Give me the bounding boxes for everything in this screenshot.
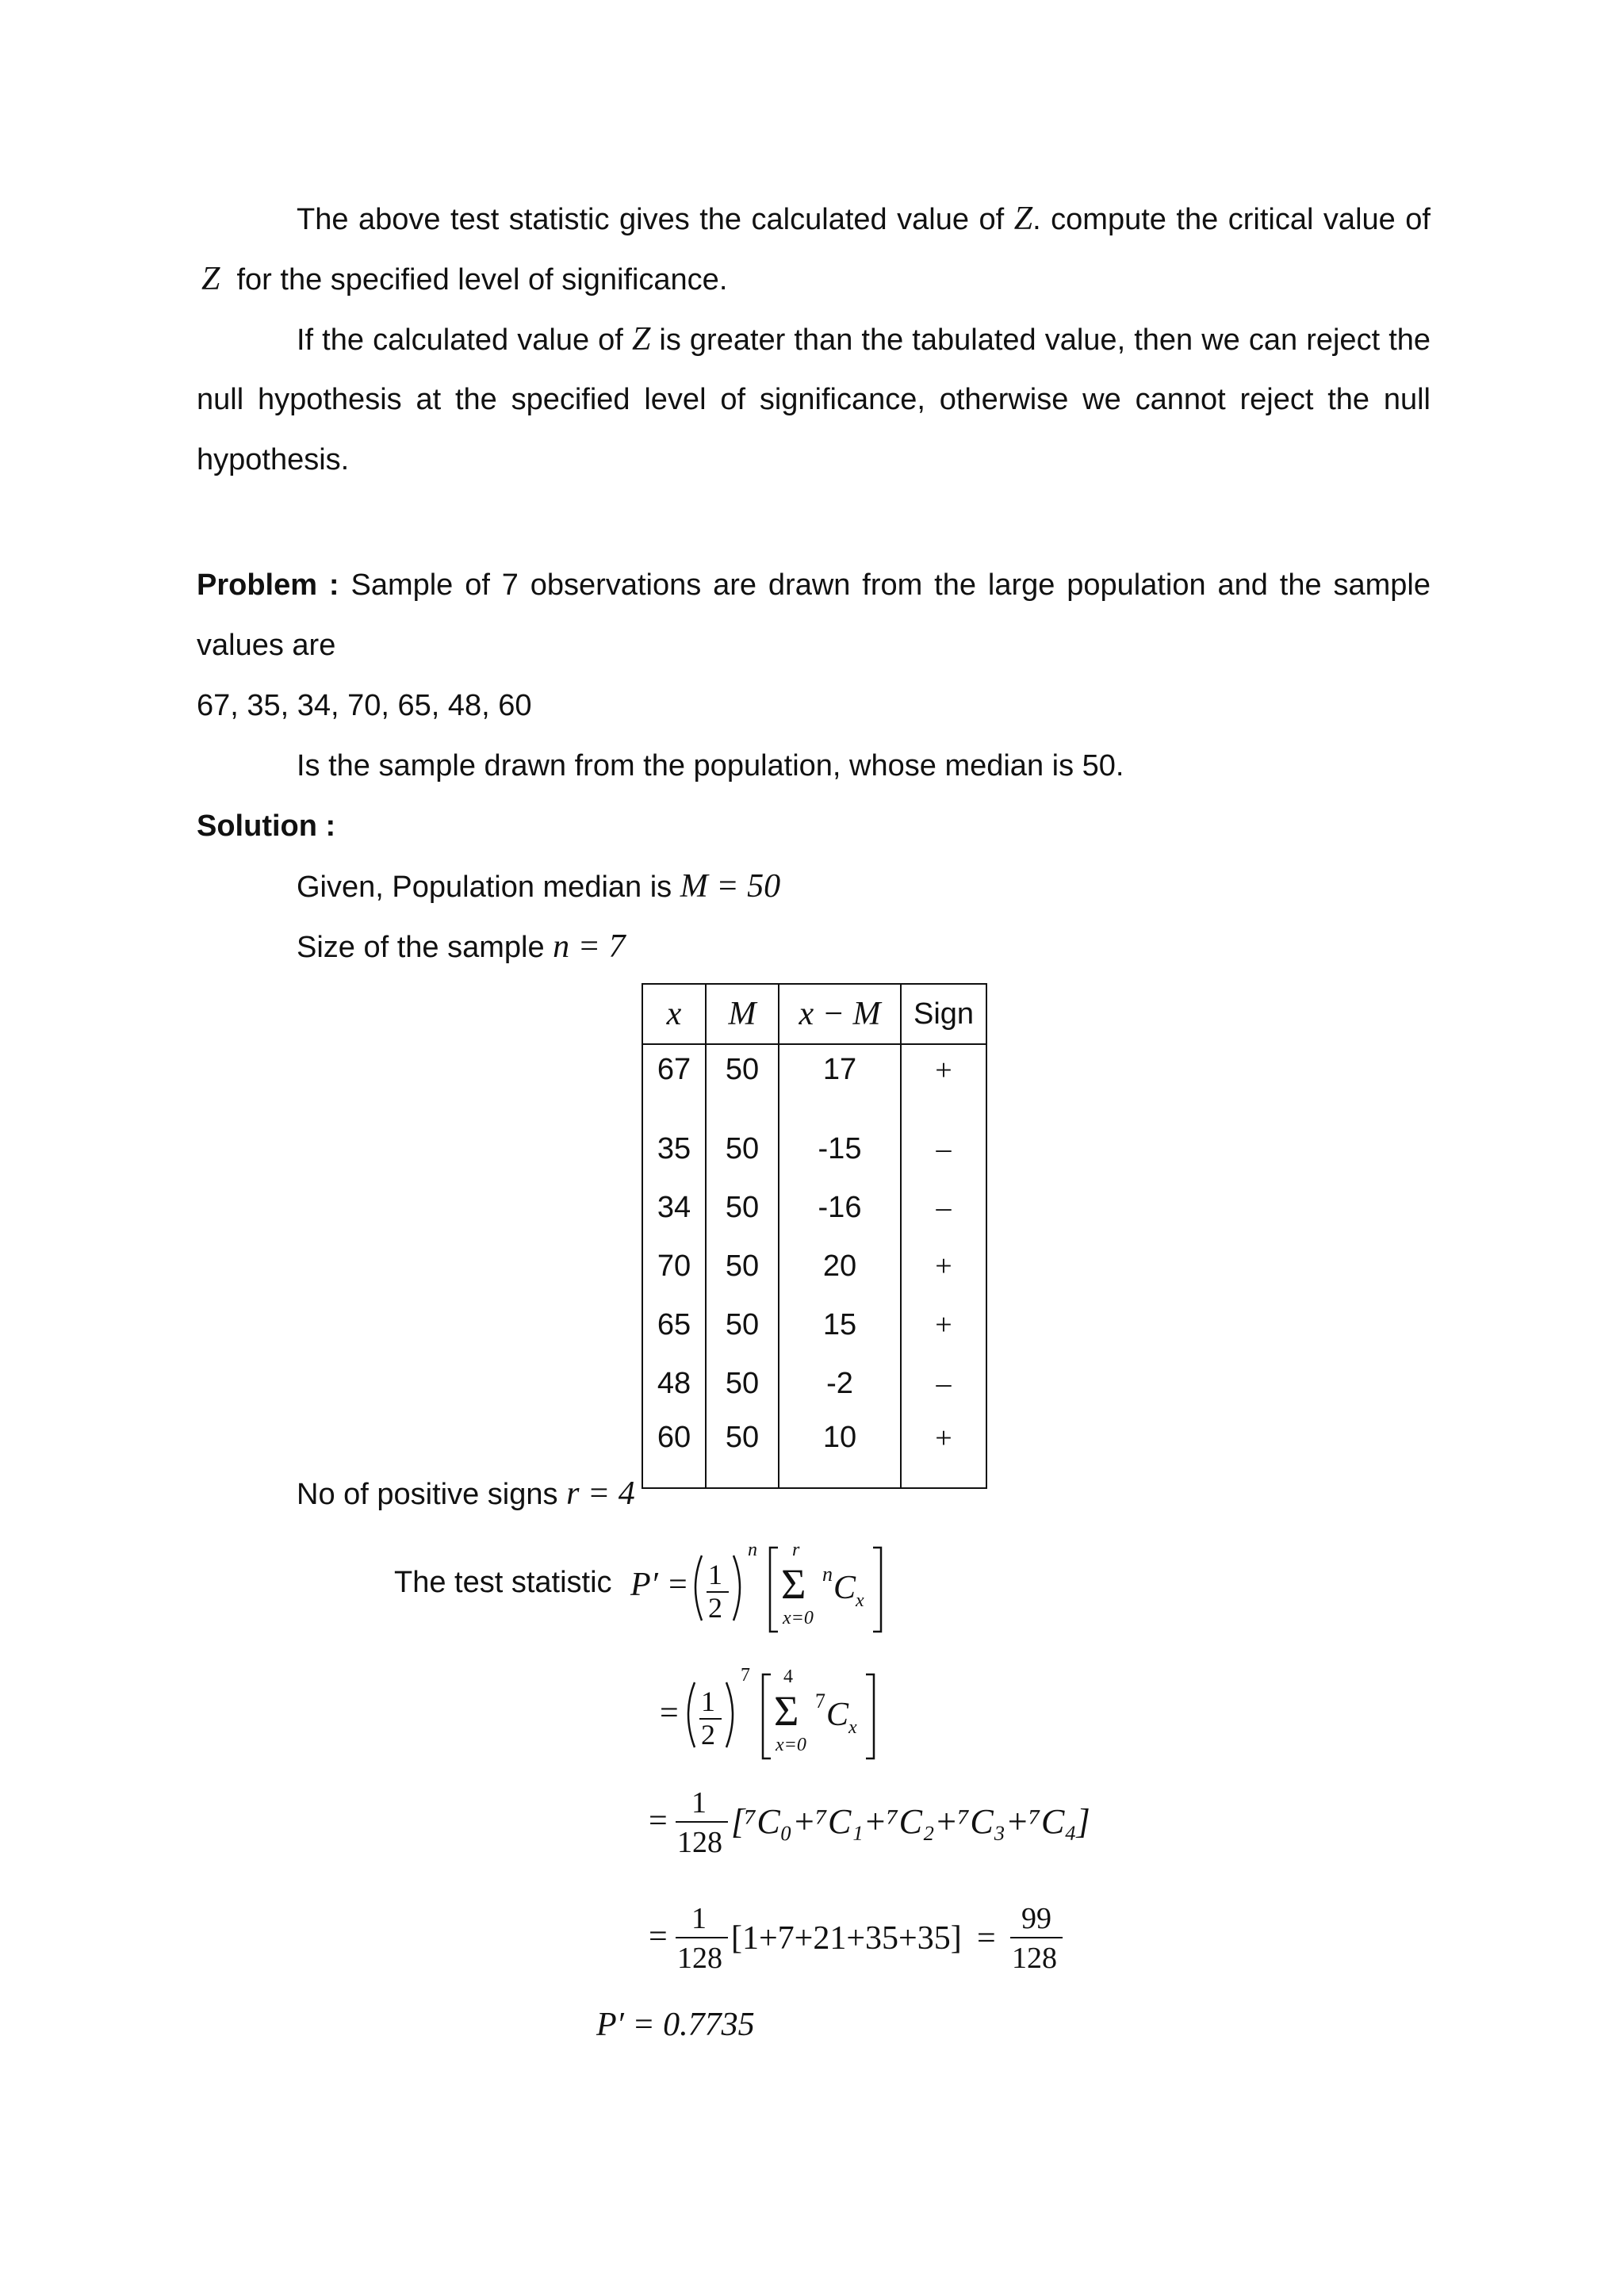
math-given: M = 50	[680, 868, 781, 905]
table-row: 34 50 -16 –	[642, 1178, 986, 1237]
sum-values: [1+7+21+35+35]	[731, 1920, 962, 1957]
final-result: P′ = 0.7735	[596, 2007, 755, 2043]
svg-text:=: =	[660, 1695, 679, 1732]
svg-text:x: x	[848, 1717, 857, 1738]
svg-text:=: =	[977, 1920, 996, 1957]
svg-text:P′ =: P′ =	[630, 1567, 689, 1603]
svg-text:1: 1	[708, 1559, 722, 1590]
table-row: 48 50 -2 –	[642, 1354, 986, 1413]
svg-text:2: 2	[701, 1719, 715, 1751]
svg-text:x=0: x=0	[776, 1735, 806, 1755]
svg-text:1: 1	[691, 1902, 707, 1935]
math-z: Z	[631, 321, 651, 358]
header-x: x	[642, 984, 706, 1044]
result-denominator: 128	[1012, 1942, 1057, 1975]
combination-expansion: [⁷C₀+⁷C₁+⁷C₂+⁷C₃+⁷C₄]	[731, 1802, 1090, 1841]
svg-text:4: 4	[783, 1667, 793, 1687]
svg-text:128: 128	[677, 1826, 722, 1859]
svg-text:r: r	[792, 1540, 800, 1560]
problem-question: Is the sample drawn from the population, whose median is 50.	[297, 749, 1124, 783]
header-m: M	[706, 984, 779, 1044]
svg-text:n: n	[822, 1563, 833, 1586]
problem-line2: values are	[197, 629, 336, 662]
math-r: r = 4	[566, 1475, 635, 1512]
problem-values: 67, 35, 34, 70, 65, 48, 60	[197, 689, 532, 722]
problem-label: Problem :	[197, 568, 339, 602]
equation-line-4	[649, 1887, 1093, 1990]
svg-text:=: =	[649, 1919, 668, 1955]
math-size: n = 7	[553, 928, 626, 965]
svg-text:7: 7	[741, 1665, 750, 1686]
header-x-minus-m: x − M	[779, 984, 901, 1044]
svg-text:Σ: Σ	[774, 1687, 799, 1735]
solution-label: Solution :	[197, 809, 336, 843]
para2-line3: hypothesis.	[197, 443, 350, 476]
svg-text:C: C	[826, 1697, 849, 1733]
svg-text:1: 1	[701, 1686, 715, 1717]
para1-line2: Z for the specified level of significance.	[201, 261, 728, 297]
table-row: 70 50 20 +	[642, 1237, 986, 1295]
svg-text:128: 128	[677, 1942, 722, 1975]
para1-line1: The above test statistic gives the calculated value of Z. compute the critical value of	[297, 201, 1431, 237]
table-row: 35 50 -15 –	[642, 1119, 986, 1178]
svg-text:7: 7	[815, 1689, 825, 1712]
para2-line2: null hypothesis at the specified level of significance, otherwise we cannot reject the null	[197, 383, 1431, 416]
result-numerator: 99	[1021, 1902, 1051, 1935]
math-z: Z	[1013, 201, 1033, 237]
equation-line-2	[660, 1657, 898, 1768]
table-row: 60 50 10 +	[642, 1413, 986, 1488]
svg-text:1: 1	[691, 1786, 707, 1820]
positive-signs-line: No of positive signs r = 4	[297, 1475, 635, 1512]
table-row: 67 50 17 +	[642, 1044, 986, 1119]
math-z: Z	[201, 261, 220, 297]
svg-text:=: =	[649, 1803, 668, 1839]
svg-text:2: 2	[708, 1592, 722, 1624]
svg-text:n: n	[748, 1540, 757, 1560]
para2-line1: If the calculated value of Z is greater than the tabulated value, then we can reject the	[297, 321, 1431, 358]
table-header-row	[642, 984, 986, 1044]
equation-line-1	[630, 1532, 900, 1643]
svg-text:C: C	[833, 1570, 856, 1606]
header-sign: Sign	[901, 984, 986, 1044]
size-line: Size of the sample n = 7	[297, 928, 626, 965]
sign-table	[642, 983, 987, 1489]
given-line: Given, Population median is M = 50	[297, 868, 781, 905]
table-row: 65 50 15 +	[642, 1295, 986, 1354]
equation-line-3	[649, 1776, 1093, 1871]
svg-text:x=0: x=0	[783, 1608, 814, 1628]
svg-text:Σ: Σ	[781, 1560, 806, 1608]
problem-line1: Problem : Sample of 7 observations are drawn from the large population and the sample	[197, 568, 1431, 602]
svg-text:x: x	[856, 1590, 864, 1611]
test-statistic-label: The test statistic	[394, 1566, 612, 1599]
